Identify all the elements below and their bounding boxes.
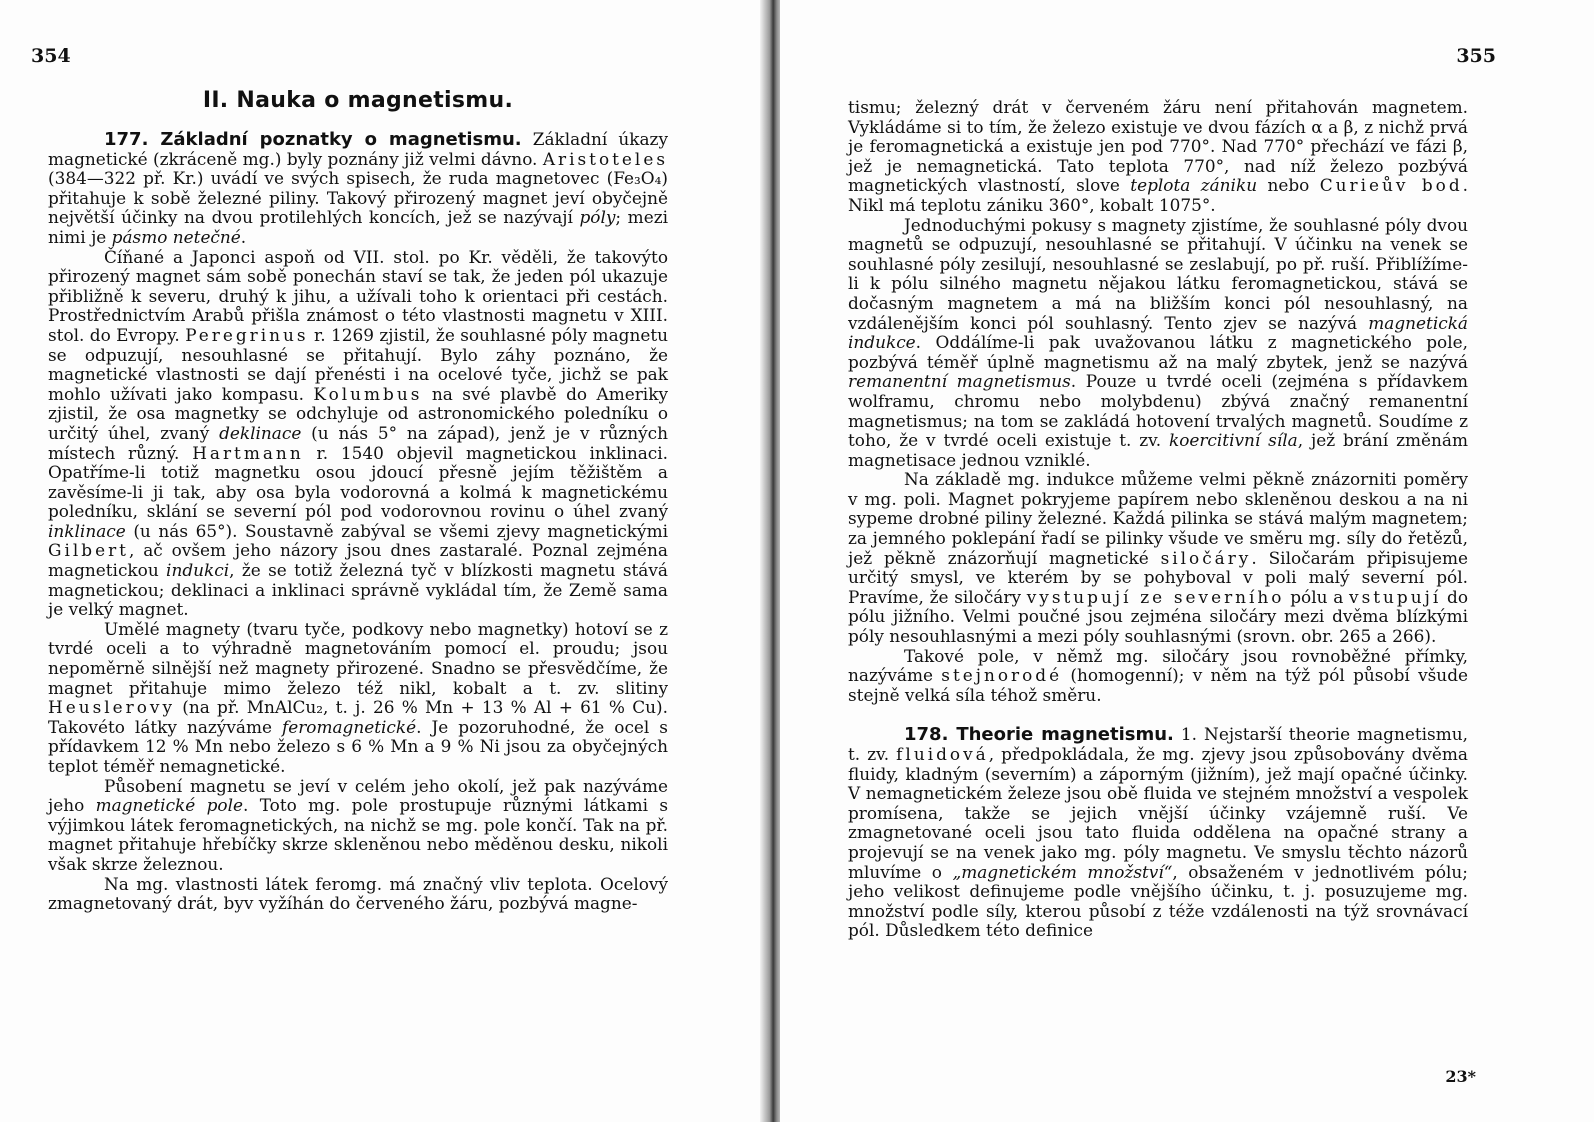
text-run: . Pouze u tvrdé oceli (zejména s přídavkem wolframu, chromu nebo molybdenu) zbývá značný remanentní magnetismus; na tom se zakládá hotovení trvalých magnetů. Soudíme z toho, že v tvrdé oceli existuje t. zv.: [848, 371, 1468, 451]
section-title: 178. Theorie magnetismu.: [904, 724, 1174, 746]
italic-term: koercitivní síla: [1168, 430, 1298, 451]
text-run: , ač ovšem jeho názory jsou dnes zastaralé. Poznal zejména magnetickou: [48, 540, 668, 581]
italic-term: pásmo netečné: [111, 226, 241, 247]
text-run: , že se totiž železná tyč v blízkosti magnetu stává magnetickou; deklinaci a inklinaci správně vykládal tím, že Země sama je velký magnet.: [48, 560, 668, 620]
italic-term: deklinace: [219, 422, 302, 443]
spaced-term: fluidová: [896, 744, 989, 764]
text-run: Jednoduchými pokusy s magnety zjistíme, že souhlasné póly dvou magnetů se odpuzují, nesouhlasné se přitahují. V účinku na venek se souhlasné póly zesilují, nesouhlasné se zeslabují, po př. ruší. Přiblížíme-li k pólu silného magnetu nějakou látku feromagnetickou, stává se dočasným magnetem a má na bližším konci pól nesouhlasný, na vzdálenějším konci pól souhlasný. Tento zjev se nazývá: [848, 214, 1468, 333]
italic-term: remanentní magnetismus: [848, 371, 1071, 392]
paragraph: [848, 470, 1468, 646]
text-run: Číňané a Japonci aspoň od VII. stol. po Kr. věděli, že takovýto přirozený magnet sám sobě ponechán staví se tak, že jeden pól ukazuje přibližně k severu, druhý k jihu, a užívali toho k orientaci při cestách. Prostřednictvím Arabů přišla známost o této vlastnosti magnetu v XIII. stol. do Evropy.: [48, 246, 668, 345]
chapter-title: II. Nauka o magnetismu.: [202, 88, 514, 113]
spaced-name: Peregrinus: [185, 324, 309, 345]
text-run: .: [240, 226, 247, 247]
italic-term: inklinace: [48, 520, 126, 541]
italic-term: feromagnetické: [281, 716, 417, 737]
text-run: . Oddálíme-li pak uvažovanou látku z magnetického pole, pozbývá téměř úplně magnetismu až na malý zbytek, jenž se nazývá: [848, 332, 1468, 372]
paragraph: [48, 777, 668, 875]
paragraph: [848, 98, 1468, 216]
text-run: na své plavbě do Ameriky zjistil, že osa magnetky se odchyluje od astronomického poledníku o určitý úhel, zvaný: [48, 383, 668, 443]
text-run: tismu; železný drát v červeném žáru není přitahován magnetem. Vykládáme si to tím, že železo existuje ve dvou fázích α a β, z nichž prvá je feromagnetická a existuje jen pod 770°. Nad 770° přechází ve fázi β, jež je nemagnetická. Tato teplota 770°, nad níž železo pozbývá magnetických vlastností, slove: [848, 97, 1468, 196]
text-run: (u nás 65°). Soustavně zabýval se všemi zjevy magnetickými: [125, 520, 668, 541]
paragraph: Na mg. vlastnosti látek feromg. má značný vliv teplota. Ocelový zmagnetovaný drát, byv vyžíhán do červeného žáru, pozbývá magne-: [48, 873, 668, 914]
text-run: (na př. MnAlCu₂, t. j. 26 % Mn + 13 % Al + 61 % Cu). Takovéto látky nazýváme: [48, 697, 668, 737]
spaced-name: Hartmann: [192, 442, 304, 463]
italic-term: magnetická indukce: [848, 312, 1468, 353]
page-number-right: 355: [1456, 45, 1496, 67]
spaced-term: siločáry: [1160, 547, 1252, 568]
text-run: r. 1269 zjistil, že souhlasné póly magnetu se odpuzují, nesouhlasné se přitahují. Bylo záhy poznáno, že magnetické vlastnosti se dají přenésti i na ocelové tyče, jichž se pak mohlo užívati jako kompasu.: [48, 324, 668, 404]
italic-term: teplota zániku: [1130, 175, 1258, 196]
spaced-name: Gilbert: [48, 540, 129, 561]
text-run: ; mezi nimi je: [48, 207, 668, 247]
paragraph: [48, 248, 668, 620]
right-page-text: [848, 98, 1468, 941]
text-run: Umělé magnety (tvaru tyče, podkovy nebo magnetky) hotoví se z tvrdé oceli a to výhradně magnetováním pomocí el. proudu; jsou nepoměrně silnější než magnety přirozené. Snadno se přesvědčíme, že magnet přitahuje mimo železo též nikl, kobalt a t. zv. slitiny: [48, 618, 668, 698]
spaced-term: vystupují ze severního: [1026, 586, 1285, 607]
text-run: do pólu jižního. Velmi poučné jsou zejména siločáry mezi dvěma blízkými póly nesouhlasnými a mezi póly souhlasnými (srovn. obr. 265 a 266).: [848, 586, 1468, 647]
text-run: (homogenní); v něm na týž pól působí všude stejně velká síla téhož směru.: [848, 665, 1468, 705]
text-run: , jež brání změnám magnetisace jednou vzniklé.: [848, 430, 1468, 470]
section-gap: [848, 705, 1468, 725]
text-run: 1. Nejstarší theorie magnetismu, t. zv.: [848, 724, 1468, 764]
spaced-name: Heuslerovy: [48, 697, 175, 718]
italic-term: póly: [579, 207, 616, 228]
paragraph: [848, 725, 1468, 941]
spaced-term: stejnorodé: [941, 665, 1063, 686]
signature-mark: 23*: [1445, 1067, 1476, 1086]
text-run: pólu a: [1284, 586, 1350, 607]
paragraph: [848, 216, 1468, 471]
text-run: , obsaženém v jednotlivém pólu; jeho velikost definujeme podle vnějšího účinku, t. j. posuzujeme mg. množství podle síly, kterou působí z téže vzdálenosti na týž srovnávací pól. Důsledkem této definice: [848, 861, 1468, 941]
section-title: 177. Základní poznatky o magnetismu.: [104, 129, 522, 150]
text-run: , předpokládala, že mg. zjevy jsou způsobovány dvěma fluidy, kladným (severním) a záporným (jižním), jež mají opačné účinky. V nemagnetickém železe jsou obě fluida ve stejném množství a vespolek promísena, takže se jejich vnější účinky vzájemně ruší. Ve zmagnetované oceli jsou tato fluida oddělena na opačné strany a projevují se na venek jako mg. póly magnetu. Ve smyslu těchto názorů mluvíme o: [848, 744, 1469, 882]
text-run: . Siločarám připisujeme určitý smysl, ve kterém by se pohyboval v poli malý severní pól. Pravíme, že siločáry: [848, 547, 1468, 607]
spaced-name: Curieův bod: [1319, 175, 1463, 196]
text-run: . Je pozoruhodné, že ocel s přídavkem 12 % Mn nebo železo s 6 % Mn a 9 % Ni jsou za obyčejných teplot téměř nemagnetické.: [48, 716, 668, 776]
text-run: r. 1540 objevil magnetickou inklinaci. Opatříme-li totiž magnetku osou jdoucí přesně jejím těžištěm a zavěsíme-li ji tak, aby osa byla vodorovná a kolmá k magnetickému poledníku, sklání se severní pól pod vodorovnou rovinu o úhel zvaný: [48, 442, 668, 522]
left-page-text: [48, 130, 668, 914]
spaced-term: vstupují: [1349, 586, 1442, 607]
text-run: (u nás 5° na západ), jenž je v různých místech různý.: [48, 422, 668, 463]
right-page: [780, 0, 1594, 1122]
paragraph: [848, 647, 1468, 706]
left-page: [0, 0, 775, 1122]
italic-term: magnetické pole: [95, 795, 243, 816]
paragraph: [48, 620, 668, 777]
paragraph: [48, 130, 668, 248]
text-run: . Nikl má teplotu zániku 360°, kobalt 1075°.: [848, 175, 1469, 215]
text-run: Takové pole, v němž mg. siločáry jsou rovnoběžné přímky, nazýváme: [848, 645, 1468, 686]
page-number-left: 354: [31, 45, 71, 67]
text-run: nebo: [1257, 175, 1320, 196]
spaced-name: Kolumbus: [313, 383, 423, 404]
spaced-name: Aristoteles: [542, 148, 668, 169]
italic-term: indukci: [166, 560, 230, 581]
italic-term: „magnetickém množství“: [952, 861, 1173, 882]
text-run: . Toto mg. pole prostupuje různými látkami s výjimkou látek feromagnetických, na nichž se mg. pole končí. Tak na př. magnet přitahuje hřebíčky skrze skleněnou nebo měděnou desku, nikoli však skrze železnou.: [48, 795, 669, 874]
text-run: Na základě mg. indukce můžeme velmi pěkně znázorniti poměry v mg. poli. Magnet pokryjeme papírem nebo skleněnou deskou a na ni sypeme drobné piliny železné. Každá pilinka se stává malým magnetem; za jemného poklepání řadí se pilinky všude ve směru mg. síly do řetězů, jež pěkně znázorňují magnetické: [848, 469, 1468, 568]
text-run: (384—322 př. Kr.) uvádí ve svých spisech, že ruda magnetovec (Fe₃O₄) přitahuje k sobě železné piliny. Takový přirozený magnet jeví obyčejně největší účinky na dvou protilehlých koncích, jež se nazývají: [48, 168, 668, 228]
text-run: Působení magnetu se jeví v celém jeho okolí, jež pak nazýváme jeho: [48, 775, 668, 816]
text-run: Základní úkazy magnetické (zkráceně mg.) byly poznány již velmi dávno.: [48, 129, 669, 169]
